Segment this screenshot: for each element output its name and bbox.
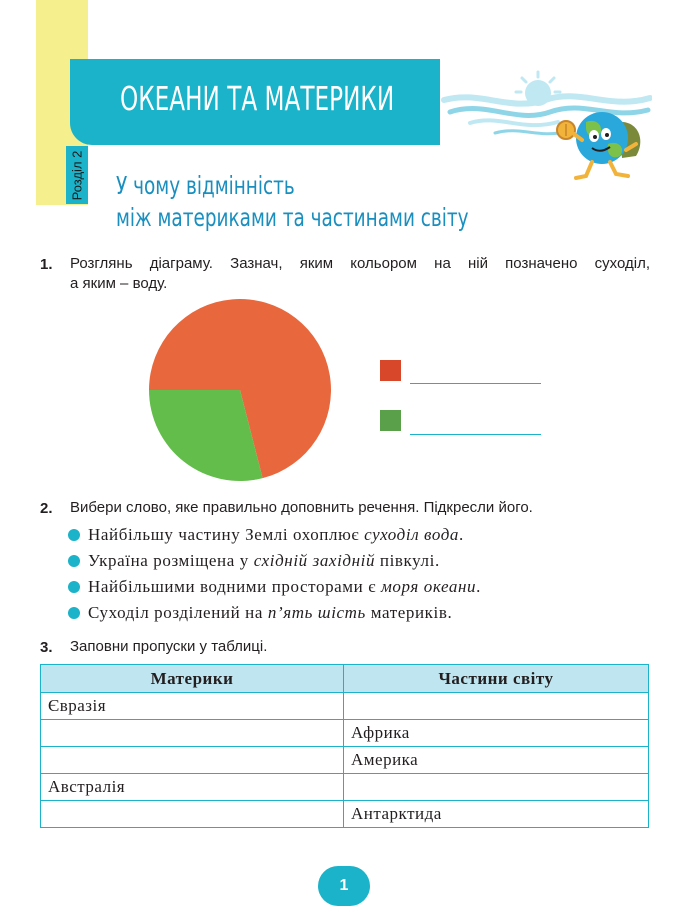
table-cell: Америка (344, 747, 649, 774)
task-3-number: 3. (40, 639, 53, 656)
legend-answer-line-2[interactable] (410, 434, 541, 435)
table-cell-blank[interactable] (41, 801, 344, 828)
word-choices[interactable]: моря океани (380, 577, 477, 596)
globe-mascot-illustration (440, 70, 652, 185)
task-2-number: 2. (40, 500, 53, 517)
legend-answer-line-1[interactable] (410, 383, 541, 384)
task-2-sentences (68, 522, 481, 626)
task-3-text: Заповни пропуски у таблиці. (70, 638, 268, 655)
table-cell: Євразія (41, 693, 344, 720)
table-row (41, 747, 649, 774)
page-title: ОКЕАНИ ТА МАТЕРИКИ (120, 79, 395, 118)
task-1-number: 1. (40, 256, 53, 273)
table-cell: Австралія (41, 774, 344, 801)
section-label: Розділ 2 (69, 150, 85, 200)
continents-table (40, 664, 649, 828)
bullet-icon (68, 555, 80, 567)
bullet-icon (68, 529, 80, 541)
table-row (41, 801, 649, 828)
table-cell-blank[interactable] (344, 774, 649, 801)
table-row (41, 720, 649, 747)
task-1-text: Розглянь діаграму. Зазнач, яким кольором на ній позначено суходіл, а яким – воду. (70, 255, 650, 292)
word-choices[interactable]: східній західній (253, 551, 376, 570)
table-row (41, 693, 649, 720)
table-header-row (41, 665, 649, 693)
lesson-title: У чому відмінність між материками та частинами світу (116, 171, 469, 232)
legend-swatch-red (380, 360, 401, 381)
task-2-text: Вибери слово, яке правильно доповнить речення. Підкресли його. (70, 499, 533, 516)
legend-swatch-green (380, 410, 401, 431)
bullet-icon (68, 607, 80, 619)
sentence-item: Найбільшу частину Землі охоплює суходіл вода. (68, 522, 481, 548)
table-cell-blank[interactable] (344, 693, 649, 720)
word-choices[interactable]: п’ять шість (267, 603, 366, 622)
globe-character-icon (557, 112, 640, 178)
table-cell: Антарктида (344, 801, 649, 828)
sentence-item: Україна розміщена у східній західній півкулі. (68, 548, 481, 574)
page-number-badge: 1 (318, 866, 370, 906)
column-header-parts-of-world: Частини світу (344, 665, 649, 693)
land-water-pie-chart (145, 295, 335, 485)
table-cell-blank[interactable] (41, 720, 344, 747)
sentence-item: Суходіл розділений на п’ять шість материків. (68, 600, 481, 626)
column-header-continents: Материки (41, 665, 344, 693)
table-cell: Африка (344, 720, 649, 747)
word-choices[interactable]: суходіл вода (364, 525, 459, 544)
bullet-icon (68, 581, 80, 593)
sentence-item: Найбільшими водними просторами є моря океани. (68, 574, 481, 600)
table-row (41, 774, 649, 801)
table-cell-blank[interactable] (41, 747, 344, 774)
